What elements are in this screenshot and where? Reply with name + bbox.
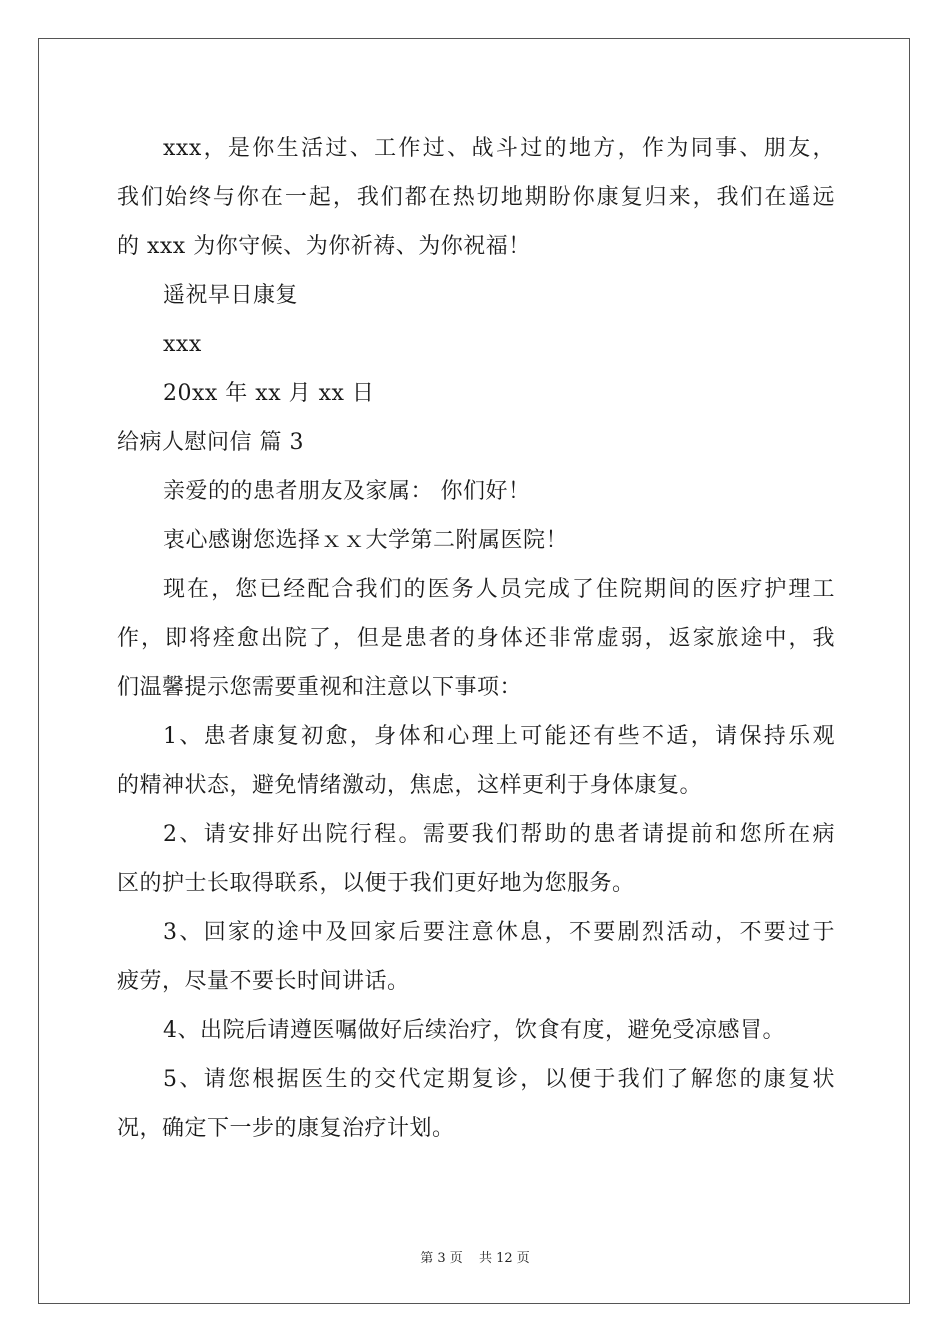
text-line: 20xx 年 xx 月 xx 日 [163, 381, 375, 406]
document-body [117, 124, 835, 1153]
text-line: 的 xxx 为你守候、为你祈祷、为你祝福！ [117, 234, 531, 259]
text-line: xxx，是你生活过、工作过、战斗过的地方，作为同事、朋友， [163, 136, 835, 161]
page-total: 共 12 页 [478, 1251, 530, 1266]
text-line: 作，即将痊愈出院了，但是患者的身体还非常虚弱，返家旅途中，我 [117, 626, 835, 651]
text-line: 给病人慰问信 篇 3 [117, 430, 304, 455]
text-line: 5、请您根据医生的交代定期复诊，以便于我们了解您的康复状 [163, 1067, 835, 1092]
page-footer [0, 1247, 950, 1266]
text-line: 的精神状态，避免情绪激动，焦虑，这样更利于身体康复。 [117, 773, 703, 798]
page-number: 第 3 页 [420, 1251, 463, 1266]
text-line: xxx [163, 332, 202, 357]
text-line: 1、患者康复初愈，身体和心理上可能还有些不适，请保持乐观 [163, 724, 835, 749]
text-line: 3、回家的途中及回家后要注意休息，不要剧烈活动，不要过于 [163, 920, 835, 945]
text-line: 2、请安排好出院行程。需要我们帮助的患者请提前和您所在病 [163, 822, 835, 847]
text-line: 疲劳，尽量不要长时间讲话。 [117, 969, 410, 994]
text-line: 们温馨提示您需要重视和注意以下事项： [117, 675, 523, 700]
text-line: 4、出院后请遵医嘱做好后续治疗，饮食有度，避免受凉感冒。 [163, 1018, 785, 1043]
text-line: 况，确定下一步的康复治疗计划。 [117, 1116, 455, 1141]
text-line: 区的护士长取得联系，以便于我们更好地为您服务。 [117, 871, 635, 896]
text-line: 我们始终与你在一起，我们都在热切地期盼你康复归来，我们在遥远 [117, 185, 835, 210]
text-line: 遥祝早日康复 [163, 283, 299, 308]
text-line: 衷心感谢您选择ｘｘ大学第二附属医院！ [163, 528, 569, 553]
text-line: 现在，您已经配合我们的医务人员完成了住院期间的医疗护理工 [163, 577, 835, 602]
text-line: 亲爱的的患者朋友及家属： 你们好！ [163, 479, 531, 504]
